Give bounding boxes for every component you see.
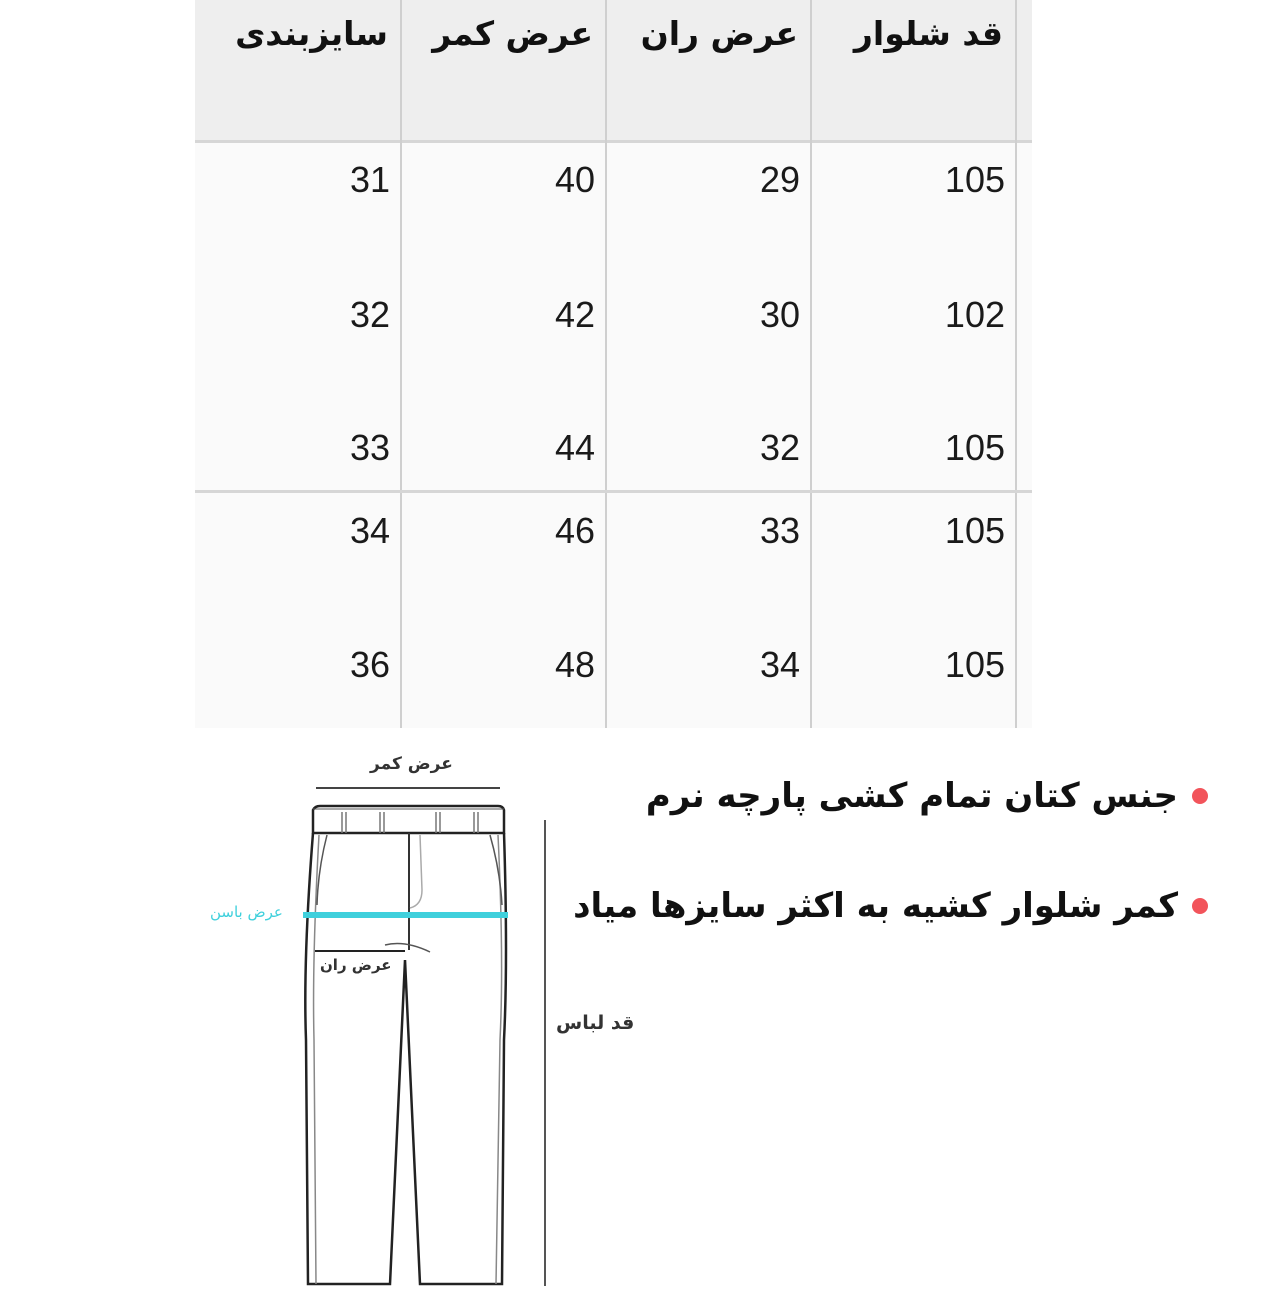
cell-size: 32 xyxy=(349,294,390,335)
feature-list xyxy=(573,760,1220,960)
cell-size: 36 xyxy=(349,644,390,685)
header-size: سایزبندی xyxy=(235,14,388,53)
feature-item xyxy=(573,886,1208,926)
cell-waist: 40 xyxy=(554,159,595,200)
cell-thigh: 32 xyxy=(759,427,800,468)
size-table xyxy=(195,0,1032,728)
cell-waist: 42 xyxy=(554,294,595,335)
cell-waist: 46 xyxy=(554,510,595,551)
column-divider xyxy=(1015,0,1017,728)
header-thigh-width: عرض ران xyxy=(640,14,798,53)
cell-length: 105 xyxy=(944,427,1005,468)
cell-length: 105 xyxy=(944,510,1005,551)
header-waist-width: عرض کمر xyxy=(432,14,593,53)
cell-length: 105 xyxy=(944,644,1005,685)
bullet-icon xyxy=(1192,788,1208,804)
feature-text: کمر شلوار کشیه به اکثر سایزها میاد xyxy=(573,886,1178,926)
cell-thigh: 30 xyxy=(759,294,800,335)
cell-thigh: 29 xyxy=(759,159,800,200)
hip-width-label: عرض باسن xyxy=(210,903,283,921)
cell-waist: 48 xyxy=(554,644,595,685)
column-divider xyxy=(810,0,812,728)
waist-width-label: عرض کمر xyxy=(370,754,453,774)
header-length: قد شلوار xyxy=(853,14,1003,53)
cell-thigh: 34 xyxy=(759,644,800,685)
bullet-icon xyxy=(1192,898,1208,914)
thigh-width-label: عرض ران xyxy=(320,956,392,974)
cell-size: 34 xyxy=(349,510,390,551)
column-divider xyxy=(400,0,402,728)
column-divider xyxy=(605,0,607,728)
feature-text: جنس کتان تمام کشی پارچه نرم xyxy=(645,776,1178,816)
feature-item xyxy=(646,776,1208,816)
cell-length: 105 xyxy=(944,159,1005,200)
cell-length: 102 xyxy=(944,294,1005,335)
cell-thigh: 33 xyxy=(759,510,800,551)
cell-size: 33 xyxy=(349,427,390,468)
cell-waist: 44 xyxy=(554,427,595,468)
cell-size: 31 xyxy=(349,159,390,200)
row-group-separator xyxy=(195,490,1032,493)
garment-length-label: قد لباس xyxy=(556,1012,635,1034)
pants-measurement-diagram xyxy=(200,740,650,1286)
